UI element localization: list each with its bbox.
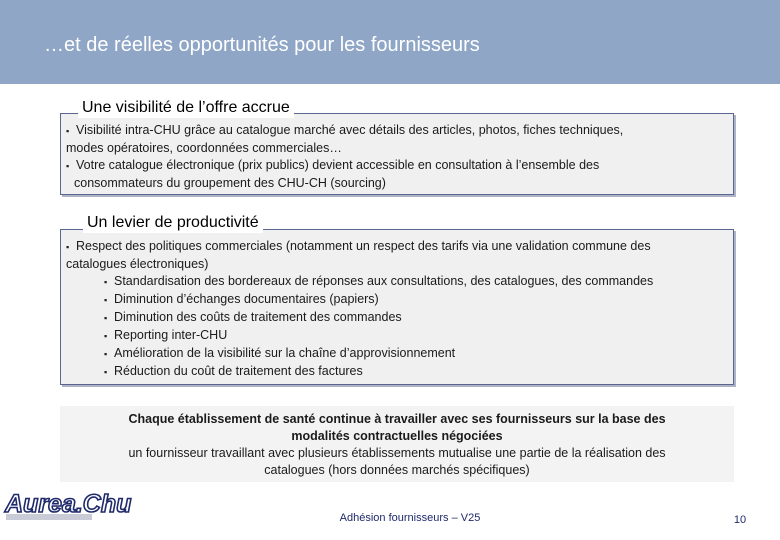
note-bold-line: Chaque établissement de santé continue à travailler avec ses fournisseurs sur la base des [128,412,666,426]
productivity-heading: Un levier de productivité [83,213,263,233]
visibility-item-continuation: consommateurs du groupement des CHU-CH (sourcing) [74,176,386,190]
title-band [0,0,780,84]
note-line: catalogues (hors données marchés spécifiques) [264,463,530,477]
square-bullet-icon: ▪ [66,242,70,252]
square-bullet-icon: ▪ [66,161,70,171]
productivity-item-continuation: catalogues électroniques) [66,257,209,271]
productivity-box [60,229,734,385]
visibility-text [66,122,727,192]
square-bullet-icon: ▪ [104,331,108,341]
productivity-sub-item: ▪ Réduction du coût de traitement des factures [66,363,727,381]
square-bullet-icon: ▪ [104,367,108,377]
aurea-chu-logo [4,484,132,524]
square-bullet-icon: ▪ [104,313,108,323]
visibility-item: ▪ Visibilité intra-CHU grâce au catalogue marché avec détails des articles, photos, fiches techniques, [66,122,727,140]
visibility-item: ▪ Votre catalogue électronique (prix publics) devient accessible en consultation à l’ensemble des [66,157,727,175]
productivity-sub-item: ▪ Amélioration de la visibilité sur la chaîne d’approvisionnement [66,345,727,363]
productivity-sub-item: ▪ Standardisation des bordereaux de réponses aux consultations, des catalogues, des commandes [66,273,727,291]
note-bold-line: modalités contractuelles négociées [291,429,503,443]
visibility-item-continuation: modes opératoires, coordonnées commerciales… [66,141,342,155]
productivity-sub-item: ▪ Diminution d’échanges documentaires (papiers) [66,291,727,309]
visibility-heading: Une visibilité de l’offre accrue [78,98,294,118]
productivity-item: ▪ Respect des politiques commerciales (notamment un respect des tarifs via une validation commune des [66,238,727,256]
page-number: 10 [733,514,747,526]
logo-wordmark: Aurea.Chu [5,490,132,518]
productivity-sub-item: ▪ Reporting inter-CHU [66,327,727,345]
productivity-sub-item: ▪ Diminution des coûts de traitement des commandes [66,309,727,327]
productivity-text [66,238,727,381]
square-bullet-icon: ▪ [66,126,70,136]
note-line: un fournisseur travaillant avec plusieurs établissements mutualise une partie de la réalisation des [128,446,666,460]
footer-caption: Adhésion fournisseurs – V25 [339,512,481,524]
square-bullet-icon: ▪ [104,349,108,359]
slide-title: …et de réelles opportunités pour les fournisseurs [44,34,480,56]
square-bullet-icon: ▪ [104,277,108,287]
note-box [60,406,734,482]
square-bullet-icon: ▪ [104,295,108,305]
visibility-box [60,113,734,195]
